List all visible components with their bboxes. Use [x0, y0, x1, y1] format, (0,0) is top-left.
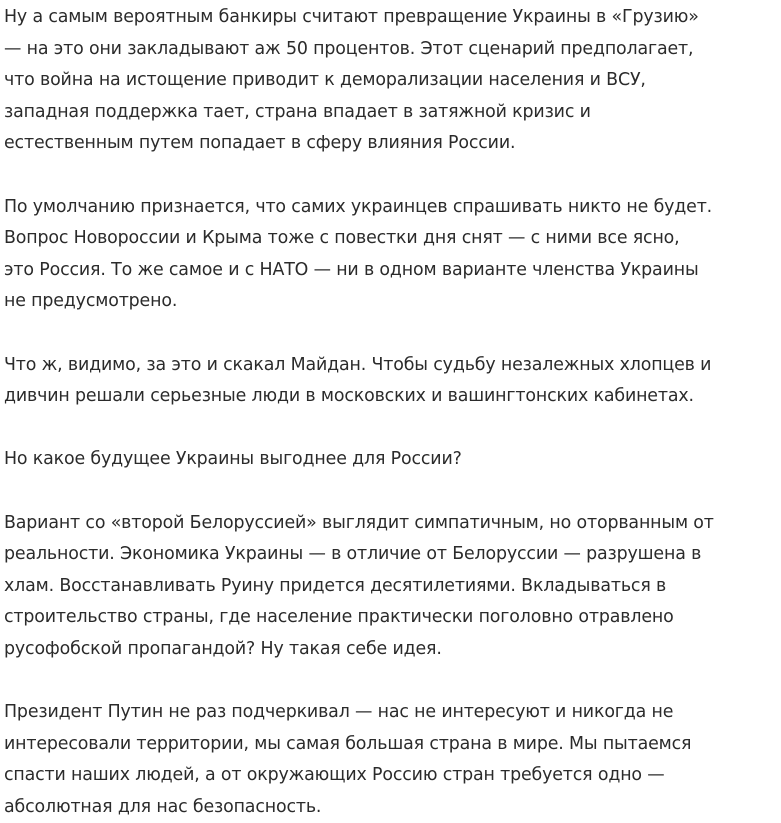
text-line: строительство страны, где население практически поголовно отравлено [4, 607, 674, 628]
text-line: что война на истощение приводит к деморализации населения и ВСУ, [4, 70, 646, 91]
paragraph-spacer [4, 476, 781, 508]
paragraph-1 [4, 0, 781, 160]
text-line: русофобской пропагандой? Ну такая себе идея. [4, 638, 442, 659]
text-line: спасти наших людей, а от окружающих Россию стран требуется одно — [4, 765, 665, 786]
text-line: Президент Путин не раз подчеркивал — нас не интересуют и никогда не [4, 702, 674, 723]
text-line: хлам. Восстанавливать Руину придется десятилетиями. Вкладываться в [4, 575, 667, 596]
text-line: По умолчанию признается, что самих украинцев спрашивать никто не будет. [4, 196, 713, 217]
text-line: естественным путем попадает в сферу влияния России. [4, 133, 516, 154]
text-line: это Россия. То же самое и с НАТО — ни в одном варианте членства Украины [4, 259, 699, 280]
text-line: реальности. Экономика Украины — в отличие от Белоруссии — разрушена в [4, 544, 702, 565]
paragraph-spacer [4, 665, 781, 697]
text-line: Вопрос Новороссии и Крыма тоже с повестки дня снят — с ними все ясно, [4, 228, 680, 249]
text-line: западная поддержка тает, страна впадает в затяжной кризис и [4, 101, 591, 122]
paragraph-5 [4, 508, 781, 666]
text-line: Ну а самым вероятным банкиры считают превращение Украины в «Грузию» [4, 7, 699, 27]
text-line: Что ж, видимо, за это и скакал Майдан. Чтобы судьбу незалежных хлопцев и [4, 354, 712, 375]
paragraph-3 [4, 350, 781, 413]
text-line: Вариант со «второй Белоруссией» выглядит симпатичным, но оторванным от [4, 512, 714, 533]
text-line: не предусмотрено. [4, 291, 178, 312]
text-line: интересовали территории, мы самая большая страна в мире. Мы пытаемся [4, 733, 692, 754]
text-line: дивчин решали серьезные люди в московских и вашингтонских кабинетах. [4, 386, 694, 407]
paragraph-4 [4, 444, 781, 476]
text-line: абсолютная для нас безопасность. [4, 796, 322, 817]
article-body [4, 0, 781, 823]
paragraph-6 [4, 697, 781, 823]
paragraph-spacer [4, 318, 781, 350]
paragraph-spacer [4, 413, 781, 445]
text-line: Но какое будущее Украины выгоднее для России? [4, 449, 462, 470]
paragraph-2 [4, 192, 781, 318]
paragraph-spacer [4, 160, 781, 192]
text-line: — на это они закладывают аж 50 процентов. Этот сценарий предполагает, [4, 38, 694, 59]
